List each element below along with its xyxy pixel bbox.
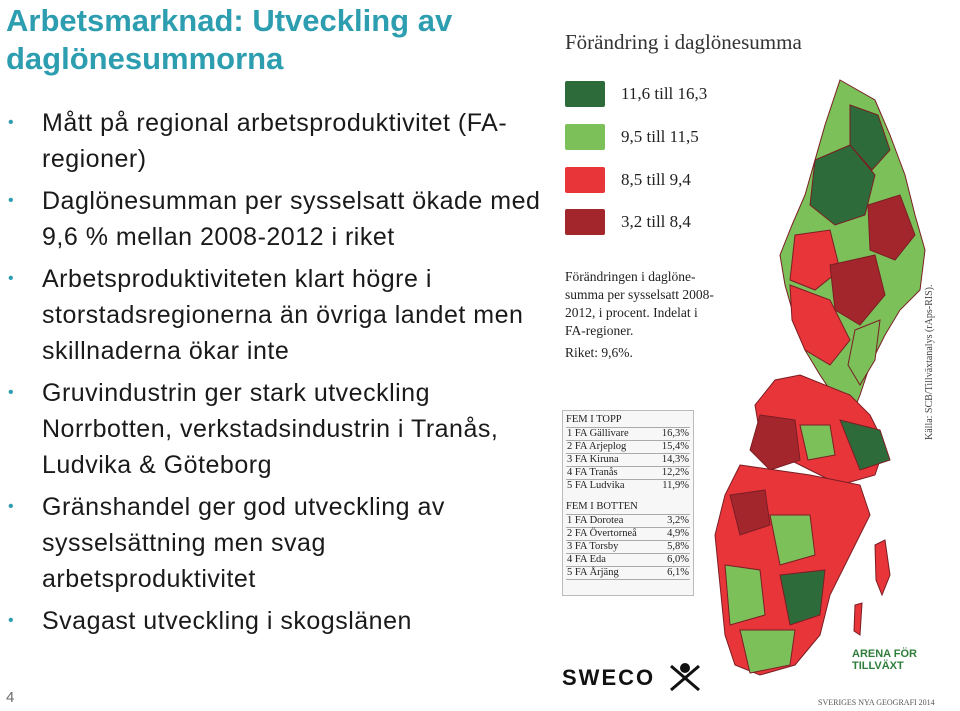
map-title: Förändring i daglönesumma [565, 30, 802, 54]
bullet-item [6, 183, 546, 255]
rank-row [566, 553, 690, 566]
bullet-text: Gruvindustrin ger stark utveckling Norrbotten, verkstadsindustrin i Tranås, Ludvika & Göteborg [42, 379, 499, 479]
legend-label: 11,6 till 16,3 [621, 84, 708, 103]
spacer [566, 492, 690, 500]
bullet-text: Mått på regional arbetsproduktivitet (FA-regioner) [42, 109, 508, 173]
rank-name: 3 FA Kiruna [567, 454, 619, 465]
legend-item [565, 208, 691, 236]
rank-row [566, 453, 690, 466]
rank-value: 6,0% [667, 554, 689, 565]
legend-swatch [565, 81, 605, 107]
bullet-dot-icon: • [8, 498, 15, 515]
bullet-list [6, 105, 546, 645]
legend-swatch [565, 167, 605, 193]
bullet-item [6, 261, 546, 369]
bullet-item [6, 603, 546, 639]
rank-value: 11,9% [662, 480, 689, 491]
legend-item [565, 80, 707, 108]
bullet-text: Daglönesumman per sysselsatt ökade med 9,6 % mellan 2008-2012 i riket [42, 187, 541, 251]
rank-name: 2 FA Övertorneå [567, 528, 637, 539]
rank-name: 4 FA Eda [567, 554, 606, 565]
rank-value: 16,3% [661, 428, 689, 439]
rank-row [566, 540, 690, 553]
riket-value: Riket: 9,6%. [565, 345, 633, 360]
bullet-dot-icon: • [8, 384, 15, 401]
ranking-box [562, 410, 694, 596]
rank-value: 15,4% [661, 441, 689, 452]
rank-value: 3,2% [667, 515, 689, 526]
bullet-text: Arbetsproduktiviteten klart högre i storstadsregionerna än övriga landet men skillnaderna ökar inte [42, 265, 524, 365]
legend-item [565, 166, 691, 194]
rank-value: 6,1% [667, 567, 689, 578]
rank-row [566, 440, 690, 453]
legend-label: 9,5 till 11,5 [621, 127, 699, 146]
rank-name: 5 FA Ludvika [567, 480, 625, 491]
map-region [725, 565, 765, 625]
sweco-logo-text: SWECO [562, 665, 656, 690]
rank-value: 5,8% [667, 541, 689, 552]
map-region [854, 603, 862, 635]
legend-swatch [565, 124, 605, 150]
legend-swatch [565, 209, 605, 235]
rank-name: 1 FA Dorotea [567, 515, 624, 526]
bottom-header: FEM I BOTTEN [566, 501, 638, 512]
rank-value: 14,3% [661, 454, 689, 465]
rank-name: 4 FA Tranås [567, 467, 618, 478]
bullet-item [6, 105, 546, 177]
legend-label: 3,2 till 8,4 [621, 212, 691, 231]
sweco-mark-icon [665, 660, 705, 696]
bullet-dot-icon: • [8, 192, 15, 209]
rank-row [566, 427, 690, 440]
bullet-item [6, 375, 546, 483]
rank-value: 12,2% [661, 467, 689, 478]
rank-row [566, 514, 690, 527]
rank-row [566, 466, 690, 479]
bullet-dot-icon: • [8, 270, 15, 287]
bullet-text: Svagast utveckling i skogslänen [42, 607, 412, 635]
map-region [750, 415, 800, 470]
bullet-text: Gränshandel ger god utveckling av sysselsättning men svag arbetsproduktivitet [42, 493, 445, 593]
rank-row [566, 479, 690, 492]
rank-name: 1 FA Gällivare [567, 428, 629, 439]
rank-name: 5 FA Årjäng [567, 567, 619, 578]
rank-name: 2 FA Arjeplog [567, 441, 627, 452]
bullet-item [6, 489, 546, 597]
bullet-dot-icon: • [8, 612, 15, 629]
rank-value: 4,9% [667, 528, 689, 539]
map-region [875, 540, 890, 595]
rank-name: 3 FA Torsby [567, 541, 619, 552]
slide-number: 4 [6, 689, 15, 706]
legend-label: 8,5 till 9,4 [621, 170, 691, 189]
map-note: Förändringen i daglöne-summa per sysselsatt 2008-2012, i procent. Indelat i FA-regioner. [565, 269, 714, 338]
top-header: FEM I TOPP [566, 414, 622, 425]
arena-logo-line2: TILLVÄXT [852, 660, 904, 672]
rank-row [566, 566, 690, 580]
rank-row [566, 527, 690, 540]
sweco-logo [562, 660, 705, 696]
arena-logo-line1: ARENA FÖR [852, 648, 917, 660]
legend-item [565, 123, 699, 151]
sweden-map [700, 75, 940, 695]
footer-text: SVERIGES NYA GEOGRAFI 2014 [818, 698, 935, 707]
slide-title: Arbetsmarknad: Utveckling av daglönesummorna [6, 3, 453, 76]
bullet-dot-icon: • [8, 114, 15, 131]
arena-logo [852, 648, 952, 672]
source-note: Källa: SCB/Tillväxtanalys (rAps-RIS). [924, 284, 935, 440]
